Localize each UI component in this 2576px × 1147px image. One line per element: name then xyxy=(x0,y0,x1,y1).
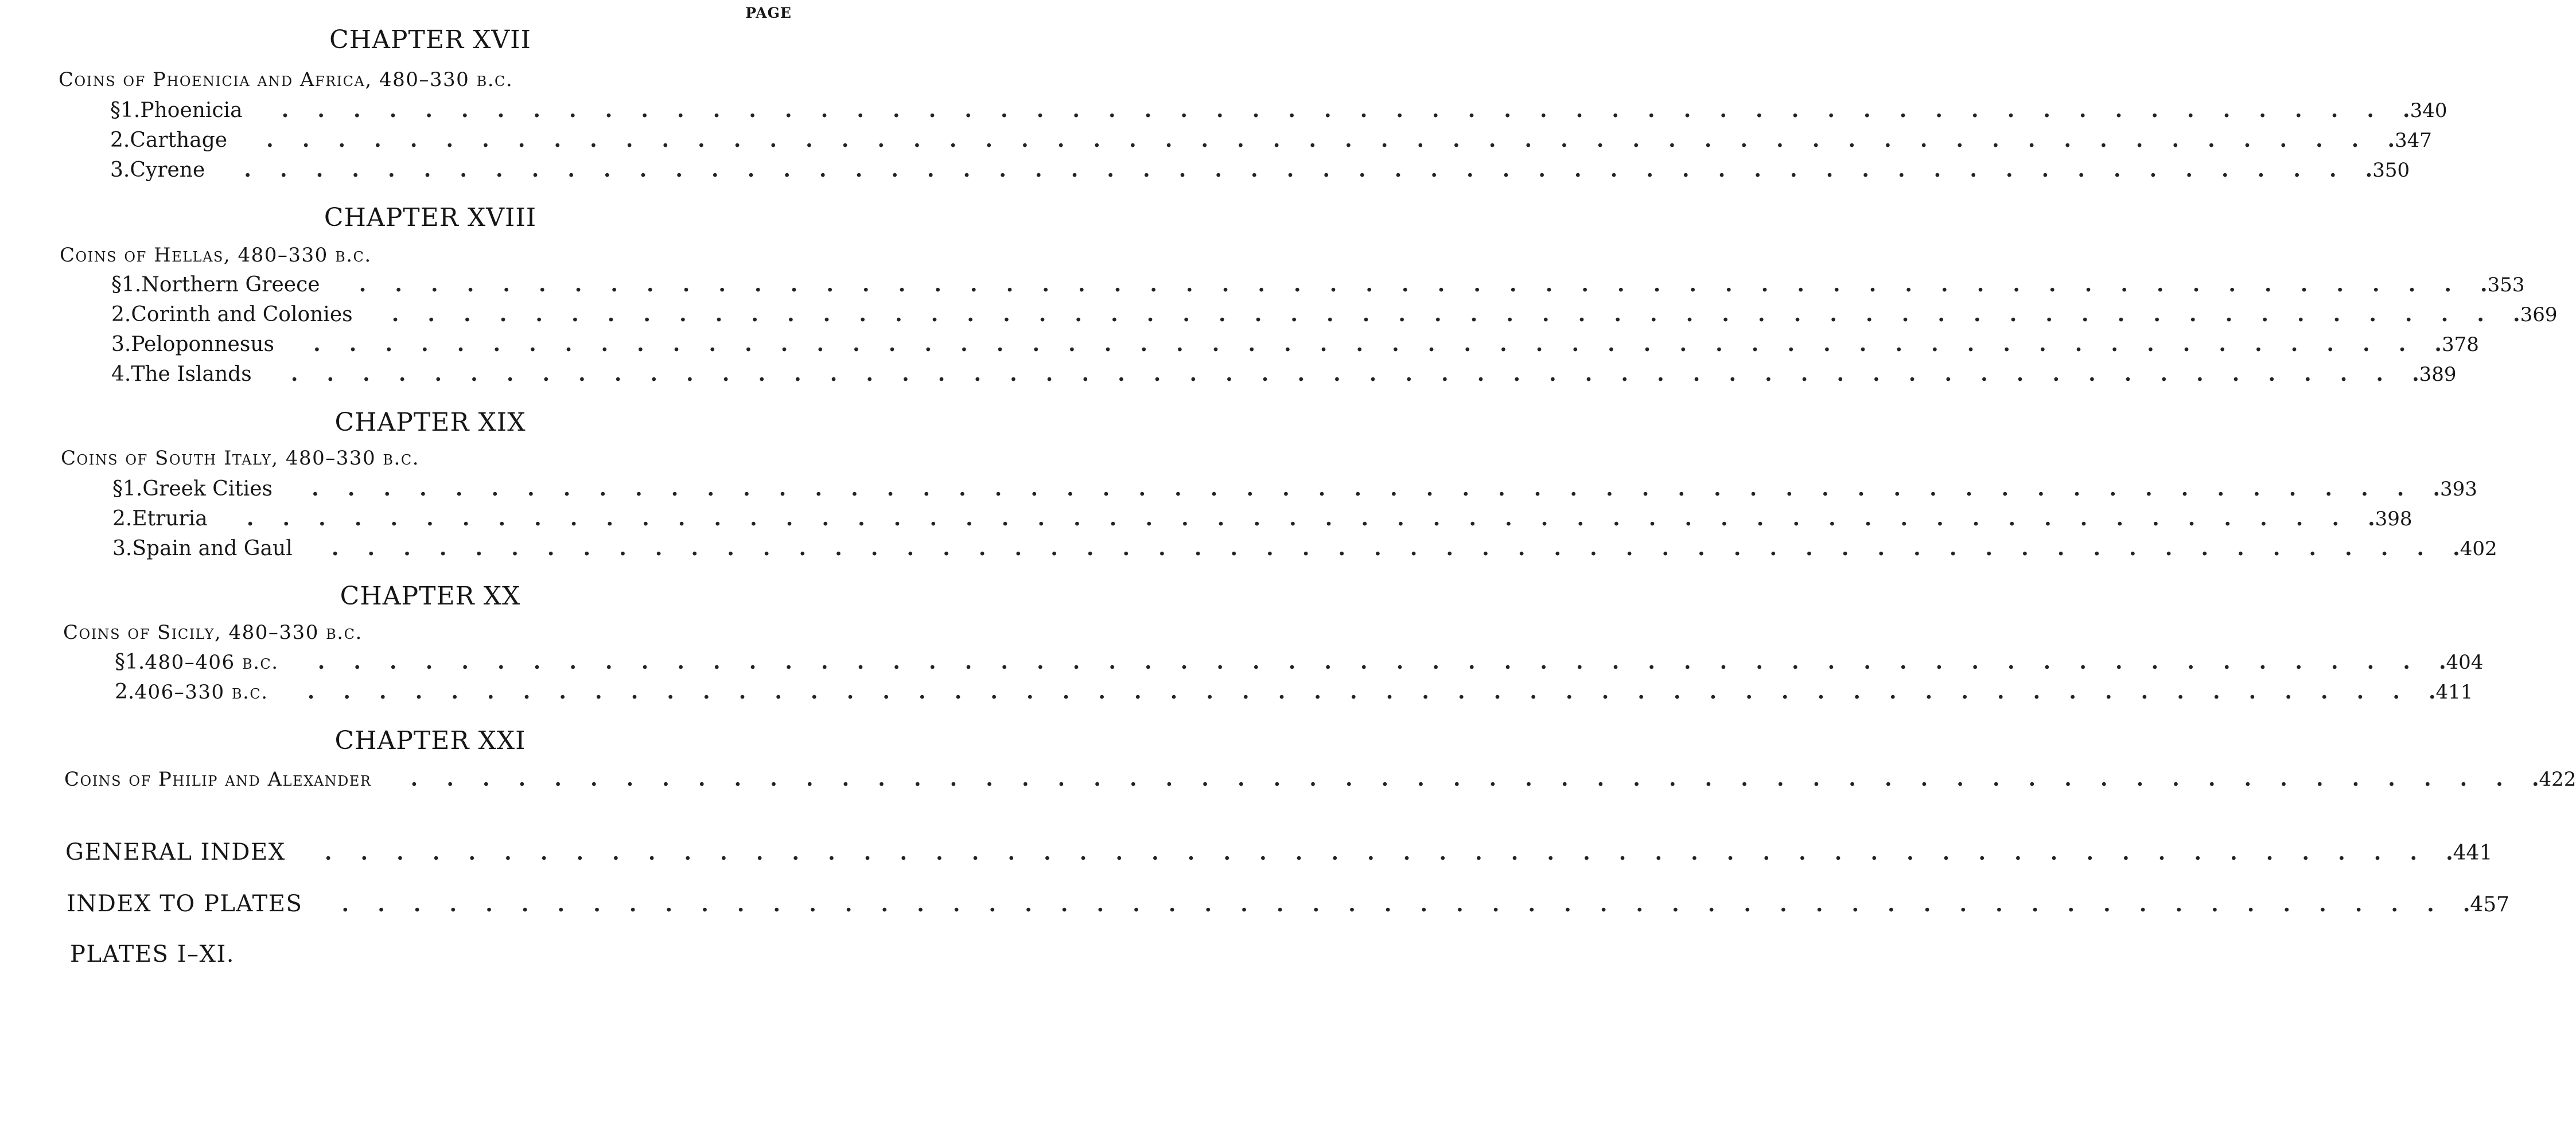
toc-entry[interactable] xyxy=(110,98,2447,122)
page-number: 347 xyxy=(2395,129,2432,152)
entry-label: Phoenicia xyxy=(140,99,243,122)
entry-label: Cyrene xyxy=(130,158,205,182)
dot-leader: . . . . . . . . . . . . . . . . . . . . . . . . . . . . . . . . . . . . . . . . . . . . . . . . . . . . . . . . . . . . xyxy=(217,506,2375,530)
section-title: Coins of Sicily, 480–330 b.c. xyxy=(63,621,363,644)
chapter-heading: CHAPTER XVII xyxy=(329,25,531,54)
toc-entry[interactable] xyxy=(112,477,2477,501)
dot-leader: . . . . . . . . . . . . . . . . . . . . . . . . . . . . . . . . . . . . . . . . . . . . . . . . . . . . . . . . . . . . xyxy=(238,128,2395,152)
page-number: 457 xyxy=(2470,893,2510,916)
page-number: 378 xyxy=(2441,333,2479,356)
entry-label: Etruria xyxy=(132,507,208,530)
dot-leader: . . . . . . . . . . . . . . . . . . . . . . . . . . . . . . . . . . . . . . . . . . . . . . . . . . . . . . . . . . . . xyxy=(285,332,2442,356)
toc-entry[interactable] xyxy=(110,158,2410,182)
section-title: Coins of South Italy, 480–330 b.c. xyxy=(61,447,420,470)
entry-label: Peloponnesus xyxy=(131,333,274,356)
dot-leader: . . . . . . . . . . . . . . . . . . . . . . . . . . . . . . . . . . . . . . . . . . . . . . . . . . . . . . . . . . . . xyxy=(289,650,2446,674)
entry-number: 1. xyxy=(120,99,141,122)
page-number: 393 xyxy=(2439,478,2477,501)
toc-entry[interactable] xyxy=(115,650,2484,674)
toc-entry[interactable] xyxy=(110,128,2432,152)
toc-entry[interactable] xyxy=(111,302,2558,326)
page-column-label: PAGE xyxy=(745,5,792,21)
page-number: 350 xyxy=(2372,159,2410,182)
entry-number: 3. xyxy=(110,158,130,182)
dot-leader: . . . . . . . . . . . . . . . . . . . . . . . . . . . . . . . . . . . . . . . . . . . . . . . . . . . . . . . . . . . . xyxy=(278,680,2436,704)
entry-number: 3. xyxy=(111,333,131,356)
page-number: 411 xyxy=(2435,681,2473,704)
section-mark: § xyxy=(110,99,120,122)
dot-leader: . . . . . . . . . . . . . . . . . . . . . . . . . . . . . . . . . . . . . . . . . . . . . . . . . . . . . . . . . . . . xyxy=(363,302,2520,326)
chapter-heading: CHAPTER XX xyxy=(340,582,521,611)
chapter-heading: CHAPTER XVIII xyxy=(324,203,537,232)
section-mark: § xyxy=(112,477,123,501)
entry-label: The Islands xyxy=(131,362,252,386)
toc-entry[interactable] xyxy=(112,536,2497,560)
entry-label: Corinth and Colonies xyxy=(131,303,353,326)
page-number: 402 xyxy=(2460,537,2497,560)
dot-leader: . . . . . . . . . . . . . . . . . . . . . . . . . . . . . . . . . . . . . . . . . . . . . . . . . . . . . . . . . . . . xyxy=(262,362,2419,386)
chapter-heading: CHAPTER XXI xyxy=(334,726,526,755)
entry-label: INDEX TO PLATES xyxy=(67,891,303,917)
plates-line[interactable]: PLATES I–XI. xyxy=(70,941,235,967)
section-mark: § xyxy=(111,273,122,296)
section-title: Coins of Hellas, 480–330 b.c. xyxy=(60,244,372,267)
dot-leader: . . . . . . . . . . . . . . . . . . . . . . . . . . . . . . . . . . . . . . . . . . . . . . . . . . . . . . . . . . . . xyxy=(295,841,2453,865)
page-number: 369 xyxy=(2520,303,2558,326)
entry-number: 2. xyxy=(111,303,131,326)
entry-label: Coins of Philip and Alexander xyxy=(64,768,372,791)
dot-leader: . . . . . . . . . . . . . . . . . . . . . . . . . . . . . . . . . . . . . . . . . . . . . . . . . . . . . . . . . . . . xyxy=(283,477,2440,501)
page-number: 340 xyxy=(2410,99,2447,122)
dot-leader: . . . . . . . . . . . . . . . . . . . . . . . . . . . . . . . . . . . . . . . . . . . . . . . . . . . . . . . . . . . . xyxy=(382,767,2539,791)
dot-leader: . . . . . . . . . . . . . . . . . . . . . . . . . . . . . . . . . . . . . . . . . . . . . . . . . . . . . . . . . . . . xyxy=(252,98,2410,122)
entry-number: 1. xyxy=(125,650,145,674)
toc-entry[interactable] xyxy=(115,680,2473,704)
entry-number: 1. xyxy=(122,273,142,296)
chapter-heading: CHAPTER XIX xyxy=(334,408,526,437)
section-mark: § xyxy=(115,650,125,674)
dot-leader: . . . . . . . . . . . . . . . . . . . . . . . . . . . . . . . . . . . . . . . . . . . . . . . . . . . . . . . . . . . . xyxy=(215,158,2373,182)
toc-entry[interactable] xyxy=(64,767,2576,791)
entry-label: 480–406 b.c. xyxy=(145,651,279,674)
entry-label: Greek Cities xyxy=(142,477,273,501)
toc-entry[interactable] xyxy=(111,332,2479,356)
section-title: Coins of Phoenicia and Africa, 480–330 b.c. xyxy=(59,68,513,91)
entry-label: GENERAL INDEX xyxy=(65,839,286,865)
page-number: 353 xyxy=(2487,274,2525,296)
page-number: 422 xyxy=(2539,768,2576,791)
page-number: 441 xyxy=(2453,841,2493,865)
page-number: 404 xyxy=(2446,651,2484,674)
dot-leader: . . . . . . . . . . . . . . . . . . . . . . . . . . . . . . . . . . . . . . . . . . . . . . . . . . . . . . . . . . . . xyxy=(313,892,2470,916)
entry-number: 4. xyxy=(111,362,131,386)
entry-number: 3. xyxy=(112,537,133,560)
entry-label: Carthage xyxy=(130,128,228,152)
toc-entry[interactable] xyxy=(111,362,2457,386)
entry-label: Northern Greece xyxy=(141,273,320,296)
toc-entry-general-index[interactable] xyxy=(65,839,2493,865)
entry-label: 406–330 b.c. xyxy=(134,681,269,704)
entry-number: 1. xyxy=(123,477,143,501)
toc-entry[interactable] xyxy=(111,272,2525,296)
page-number: 398 xyxy=(2375,508,2412,530)
toc-entry[interactable] xyxy=(112,506,2412,530)
page-number: 389 xyxy=(2419,363,2457,386)
entry-number: 2. xyxy=(112,507,133,530)
dot-leader: . . . . . . . . . . . . . . . . . . . . . . . . . . . . . . . . . . . . . . . . . . . . . . . . . . . . . . . . . . . . xyxy=(302,536,2460,560)
entry-number: 2. xyxy=(115,680,135,704)
toc-entry-index-to-plates[interactable] xyxy=(67,891,2510,917)
entry-number: 2. xyxy=(110,128,130,152)
dot-leader: . . . . . . . . . . . . . . . . . . . . . . . . . . . . . . . . . . . . . . . . . . . . . . . . . . . . . . . . . . . . xyxy=(330,272,2488,296)
entry-label: Spain and Gaul xyxy=(132,537,293,560)
